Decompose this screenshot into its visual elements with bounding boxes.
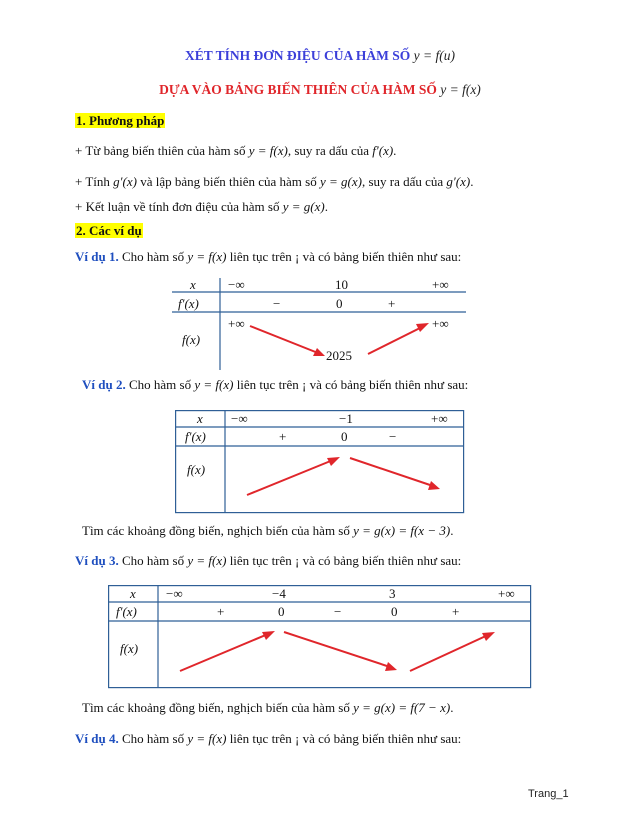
table-3-x-label: x [130, 586, 136, 601]
table-3-sign-1: 0 [278, 604, 285, 619]
method-step-2: + Tính g′(x) và lập bảng biến thiên của hàm số y = g(x), suy ra dấu của g′(x). [75, 174, 474, 189]
table-3-sign-2: − [334, 604, 342, 619]
table-2-arrow-down [350, 458, 433, 486]
table-2-sign-0: + [279, 429, 287, 444]
table-3-arrow-up-2 [410, 635, 488, 671]
table-1-f-0: +∞ [228, 316, 245, 331]
variation-table-3 [108, 585, 532, 689]
table-1-x-1: 10 [335, 277, 348, 292]
table-2-x-1: −1 [339, 411, 353, 426]
table-3-x-2: 3 [389, 586, 396, 601]
table-2-arrowhead-up [327, 457, 340, 466]
page-number: Trang_1 [528, 788, 569, 800]
title-line-2-math: y = f(x) [440, 82, 481, 97]
table-1-arrow-up [368, 327, 422, 354]
table-2-arrow-up [247, 460, 333, 495]
variation-table-1 [170, 276, 470, 372]
table-1-x-2: +∞ [432, 277, 449, 292]
table-3-arrowhead-up-2 [482, 632, 495, 641]
table-2-x-label: x [197, 411, 203, 426]
variation-table-2 [175, 410, 465, 514]
example-2-question: Tìm các khoảng đồng biến, nghịch biến của hàm số y = g(x) = f(x − 3). [82, 523, 454, 538]
table-1-sign-2: + [388, 296, 396, 311]
table-3-arrowhead-up-1 [262, 631, 275, 640]
title-line-1 [0, 48, 640, 64]
table-1-x-0: −∞ [228, 277, 245, 292]
example-2-intro: Ví dụ 2. Cho hàm số y = f(x) liên tục trên ¡ và có bảng biến thiên như sau: [82, 377, 469, 392]
table-1-fprime-label: f′(x) [178, 296, 199, 311]
table-3-fprime-label: f′(x) [116, 604, 137, 619]
title-line-2 [0, 82, 640, 98]
table-3-sign-0: + [217, 604, 225, 619]
table-2-f-label: f(x) [187, 462, 206, 477]
table-2-sign-1: 0 [341, 429, 348, 444]
title-line-1-text: XÉT TÍNH ĐƠN ĐIỆU CỦA HÀM SỐ [184, 48, 411, 63]
table-3-arrow-up-1 [180, 634, 268, 671]
table-3-x-1: −4 [272, 586, 286, 601]
table-2-arrowhead-down [428, 481, 440, 490]
title-line-1-math: y = f(u) [413, 48, 455, 63]
example-1-intro: Ví dụ 1. Cho hàm số y = f(x) liên tục trên ¡ và có bảng biến thiên như sau: [75, 249, 462, 264]
table-3-sign-3: 0 [391, 604, 398, 619]
table-1-f-2: +∞ [432, 316, 449, 331]
table-3-x-3: +∞ [498, 586, 515, 601]
table-2-x-2: +∞ [431, 411, 448, 426]
example-3-question: Tìm các khoảng đồng biến, nghịch biến của hàm số y = g(x) = f(7 − x). [82, 700, 454, 715]
example-3-intro: Ví dụ 3. Cho hàm số y = f(x) liên tục trên ¡ và có bảng biến thiên như sau: [75, 553, 462, 568]
table-2-x-0: −∞ [231, 411, 248, 426]
table-1-x-label: x [190, 277, 196, 292]
table-1-f-label: f(x) [182, 332, 201, 347]
table-3-x-0: −∞ [166, 586, 183, 601]
table-1-sign-1: 0 [336, 296, 343, 311]
section-1-heading: 1. Phương pháp [76, 113, 165, 128]
method-step-1: + Từ bảng biến thiên của hàm số y = f(x), suy ra dấu của f′(x). [75, 143, 397, 158]
table-2-fprime-label: f′(x) [185, 429, 206, 444]
example-4-intro: Ví dụ 4. Cho hàm số y = f(x) liên tục trên ¡ và có bảng biến thiên như sau: [75, 731, 462, 746]
section-2-heading: 2. Các ví dụ [76, 223, 142, 238]
table-1-f-1: 2025 [326, 348, 352, 363]
table-3-sign-4: + [452, 604, 460, 619]
table-2-sign-2: − [389, 429, 397, 444]
table-1-arrow-down [250, 326, 318, 353]
method-step-3: + Kết luận về tính đơn điệu của hàm số y = g(x). [75, 199, 328, 214]
table-3-f-label: f(x) [120, 641, 139, 656]
table-3-arrowhead-down [385, 662, 397, 671]
table-3-arrow-down [284, 632, 390, 667]
table-1-arrowhead-up [416, 323, 429, 332]
table-1-sign-0: − [273, 296, 281, 311]
title-line-2-text: DỰA VÀO BẢNG BIẾN THIÊN CỦA HÀM SỐ [159, 82, 437, 97]
